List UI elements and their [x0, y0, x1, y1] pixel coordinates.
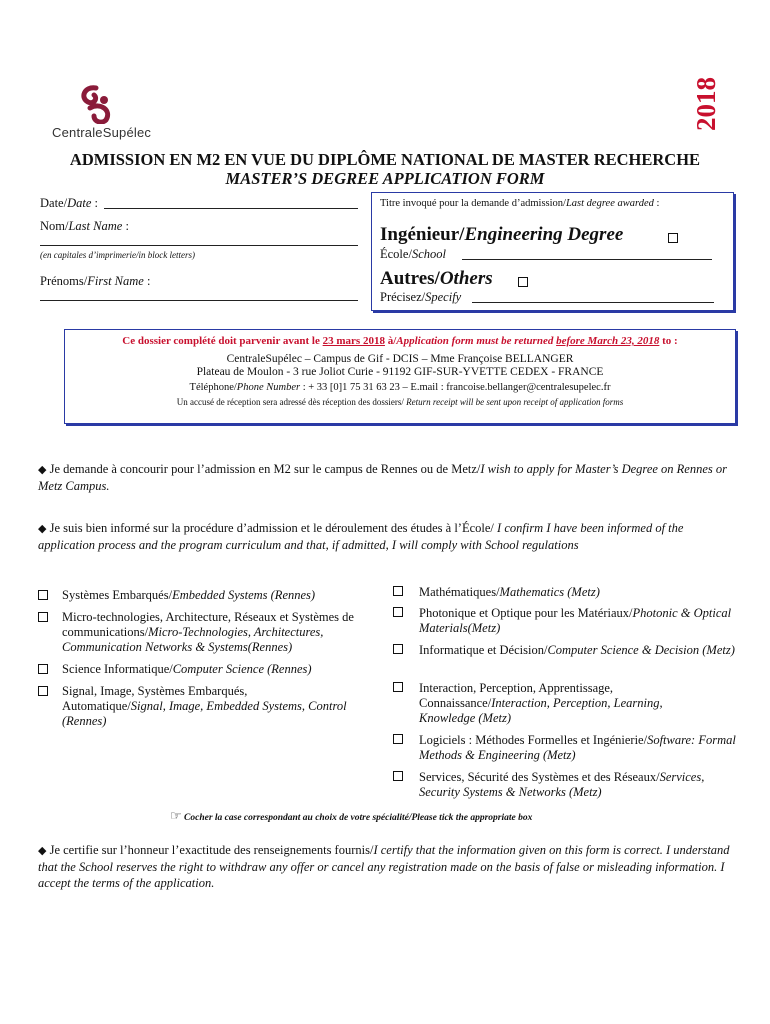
engineering-degree-checkbox[interactable] — [668, 233, 678, 243]
deadline-line: Ce dossier complété doit parvenir avant le 23 mars 2018 à/Application form must be returned before March 23, 2018 to : — [122, 335, 678, 347]
option-interaction-checkbox[interactable] — [393, 682, 403, 692]
option-signal-image-checkbox[interactable] — [38, 686, 48, 696]
last-name-hint: (en capitales d’imprimerie/in block letters) — [40, 250, 195, 260]
address-box — [64, 329, 736, 424]
apply-statement: ◆ Je demande à concourir pour l’admission en M2 sur le campus de Rennes ou de Metz/I wish to apply for Master’s Degree on Rennes or Metz Campus. — [38, 462, 728, 493]
others-checkbox[interactable] — [518, 277, 528, 287]
option-interaction: Interaction, Perception, Apprentissage, Connaissance/Interaction, Perception, Learning, Knowledge (Metz) — [419, 681, 663, 725]
option-software: Logiciels : Méthodes Formelles et Ingénierie/Software: Formal Methods & Engineering (Metz) — [419, 733, 736, 762]
diamond-bullet-icon: ◆ — [38, 464, 47, 476]
address-line-2: Plateau de Moulon - 3 rue Joliot Curie - 91192 GIF-SUR-YVETTE CEDEX - FRANCE — [196, 366, 604, 378]
first-name-field[interactable] — [40, 300, 358, 301]
school-field[interactable] — [462, 259, 712, 260]
receipt-line: Un accusé de réception sera adressé dès réception des dossiers/ Return receipt will be sent upon receipt of application forms — [176, 397, 624, 407]
option-micro-technologies-checkbox[interactable] — [38, 612, 48, 622]
school-label: École/School — [380, 247, 446, 261]
option-services-security: Services, Sécurité des Systèmes et des Réseaux/Services, Security Systems & Networks (Metz) — [419, 770, 705, 799]
option-photonic-checkbox[interactable] — [393, 607, 403, 617]
option-photonic: Photonique et Optique pour les Matériaux/Photonic & Optical Materials(Metz) — [419, 606, 732, 635]
option-mathematics-checkbox[interactable] — [393, 586, 403, 596]
others-label: Autres/Others — [380, 268, 493, 289]
date-label: Date/Date : — [40, 196, 98, 210]
certify-statement: ◆ Je certifie sur l’honneur l’exactitude des renseignements fournis/I certify that the information given on this form is correct. I understand that the School reserves the right to withdraw any offer or cancel any registration made on the basis of false or misleading information. I accept the terms of the application. — [38, 843, 730, 890]
engineering-degree-label: Ingénieur/Engineering Degree — [380, 224, 624, 245]
option-embedded-systems-checkbox[interactable] — [38, 590, 48, 600]
last-name-field[interactable] — [40, 245, 358, 246]
option-embedded-systems: Systèmes Embarqués/Embedded Systems (Rennes) — [62, 588, 316, 602]
phone-line: Téléphone/Phone Number : + 33 [0]1 75 31 63 23 – E.mail : francoise.bellanger@centralesupelec.fr — [189, 382, 611, 393]
tick-note: ☞ Cocher la case correspondant au choix de votre spécialité/Please tick the appropriate box — [170, 808, 533, 823]
degree-intro: Titre invoqué pour la demande d’admission/Last degree awarded : — [380, 198, 660, 209]
specify-label: Précisez/Specify — [380, 290, 462, 304]
centralesupelec-logo-icon — [74, 82, 118, 124]
option-micro-technologies: Micro-technologies, Architecture, Réseaux et Systèmes de communications/Micro-Technologies, Architectures, Communication Networks & Systems(Rennes) — [62, 610, 354, 654]
page-subtitle: MASTER’S DEGREE APPLICATION FORM — [225, 169, 545, 188]
year-label: 2018 — [691, 77, 721, 131]
diamond-bullet-icon: ◆ — [38, 523, 47, 535]
date-field[interactable] — [104, 208, 358, 209]
last-name-label: Nom/Last Name : — [40, 219, 129, 233]
option-software-checkbox[interactable] — [393, 734, 403, 744]
option-mathematics: Mathématiques/Mathematics (Metz) — [419, 585, 600, 599]
option-computer-science-decision-checkbox[interactable] — [393, 644, 403, 654]
page-title: ADMISSION EN M2 EN VUE DU DIPLÔME NATIONAL DE MASTER RECHERCHE — [69, 150, 701, 169]
option-computer-science-decision: Informatique et Décision/Computer Science & Decision (Metz) — [419, 643, 735, 657]
option-signal-image: Signal, Image, Systèmes Embarqués, Automatique/Signal, Image, Embedded Systems, Control (Rennes) — [62, 684, 347, 728]
specify-field[interactable] — [472, 302, 714, 303]
option-services-security-checkbox[interactable] — [393, 771, 403, 781]
logo-text: CentraleSupélec — [52, 125, 152, 140]
option-computer-science-rennes: Science Informatique/Computer Science (Rennes) — [62, 662, 312, 676]
diamond-bullet-icon: ◆ — [38, 845, 47, 857]
address-line-1: CentraleSupélec – Campus de Gif - DCIS – Mme Françoise BELLANGER — [226, 353, 574, 365]
pointing-hand-icon: ☞ — [170, 808, 182, 823]
informed-statement: ◆ Je suis bien informé sur la procédure d’admission et le déroulement des études à l’École/ I confirm I have been informed of the application process and the program curriculum and that, if admitted, I will comply with School regulations — [38, 521, 684, 552]
option-computer-science-rennes-checkbox[interactable] — [38, 664, 48, 674]
first-name-label: Prénoms/First Name : — [40, 274, 151, 288]
